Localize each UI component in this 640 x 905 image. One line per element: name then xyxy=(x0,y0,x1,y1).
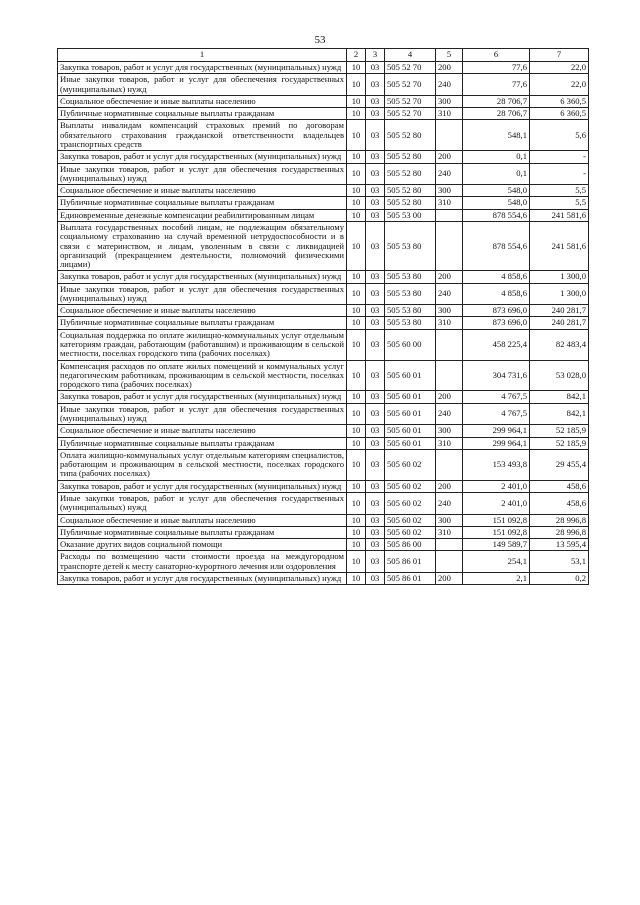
row-subsection-code: 03 xyxy=(366,271,385,283)
row-amount-period: 842,1 xyxy=(530,403,589,425)
row-subsection-code: 03 xyxy=(366,305,385,317)
row-expense-type-code: 240 xyxy=(436,74,463,96)
row-expense-type-code: 300 xyxy=(436,95,463,107)
row-subsection-code: 03 xyxy=(366,62,385,74)
table-row xyxy=(58,197,589,209)
row-target-code: 505 60 00 xyxy=(385,329,436,360)
row-expense-type-code: 200 xyxy=(436,151,463,163)
row-amount-year: 548,1 xyxy=(463,120,530,151)
row-amount-period: 458,6 xyxy=(530,480,589,492)
row-section-code: 10 xyxy=(347,151,366,163)
row-description: Выплаты инвалидам компенсаций страховых премий по договорам обязательного страхования гражданской ответственности владельцев транспортных средств xyxy=(58,120,347,151)
row-expense-type-code: 200 xyxy=(436,391,463,403)
row-amount-year: 28 706,7 xyxy=(463,108,530,120)
table-row xyxy=(58,425,589,437)
row-amount-period: 6 360,5 xyxy=(530,108,589,120)
row-section-code: 10 xyxy=(347,391,366,403)
table-row xyxy=(58,271,589,283)
row-description: Закупка товаров, работ и услуг для государственных (муниципальных) нужд xyxy=(58,572,347,584)
row-description: Социальное обеспечение и иные выплаты населению xyxy=(58,514,347,526)
row-expense-type-code: 300 xyxy=(436,185,463,197)
row-amount-period: 52 185,9 xyxy=(530,437,589,449)
row-subsection-code: 03 xyxy=(366,185,385,197)
row-subsection-code: 03 xyxy=(366,492,385,514)
row-amount-period: 52 185,9 xyxy=(530,425,589,437)
row-amount-period: 241 581,6 xyxy=(530,221,589,270)
row-amount-period: 13 595,4 xyxy=(530,539,589,551)
row-subsection-code: 03 xyxy=(366,391,385,403)
row-description: Социальное обеспечение и иные выплаты населению xyxy=(58,305,347,317)
table-row xyxy=(58,221,589,270)
column-header-2: 2 xyxy=(347,49,366,62)
row-amount-period: 6 360,5 xyxy=(530,95,589,107)
row-description: Закупка товаров, работ и услуг для государственных (муниципальных) нужд xyxy=(58,480,347,492)
row-description: Иные закупки товаров, работ и услуг для обеспечения государственных (муниципальных) нужд xyxy=(58,163,347,185)
column-header-6: 6 xyxy=(463,49,530,62)
row-amount-year: 2,1 xyxy=(463,572,530,584)
row-target-code: 505 52 80 xyxy=(385,197,436,209)
table-row xyxy=(58,514,589,526)
row-amount-year: 2 401,0 xyxy=(463,480,530,492)
row-expense-type-code xyxy=(436,360,463,391)
row-amount-period: 240 281,7 xyxy=(530,317,589,329)
table-row xyxy=(58,305,589,317)
row-subsection-code: 03 xyxy=(366,425,385,437)
row-target-code: 505 86 00 xyxy=(385,539,436,551)
row-section-code: 10 xyxy=(347,62,366,74)
row-description: Публичные нормативные социальные выплаты гражданам xyxy=(58,317,347,329)
row-subsection-code: 03 xyxy=(366,360,385,391)
row-amount-year: 548,0 xyxy=(463,185,530,197)
row-section-code: 10 xyxy=(347,197,366,209)
row-description: Закупка товаров, работ и услуг для государственных (муниципальных) нужд xyxy=(58,151,347,163)
row-expense-type-code: 200 xyxy=(436,271,463,283)
row-amount-year: 77,6 xyxy=(463,74,530,96)
row-amount-year: 0,1 xyxy=(463,163,530,185)
row-description: Оказание других видов социальной помощи xyxy=(58,539,347,551)
row-subsection-code: 03 xyxy=(366,551,385,573)
row-amount-period: 22,0 xyxy=(530,74,589,96)
table-row xyxy=(58,449,589,480)
row-amount-year: 4 858,6 xyxy=(463,283,530,305)
table-body xyxy=(58,62,589,585)
row-subsection-code: 03 xyxy=(366,151,385,163)
row-target-code: 505 53 00 xyxy=(385,209,436,221)
row-amount-year: 4 767,5 xyxy=(463,391,530,403)
row-subsection-code: 03 xyxy=(366,480,385,492)
row-section-code: 10 xyxy=(347,317,366,329)
row-description: Расходы по возмещению части стоимости проезда на междугородном транспорте детей к месту санаторно-курортного лечения или оздоровления xyxy=(58,551,347,573)
row-amount-year: 299 964,1 xyxy=(463,425,530,437)
row-target-code: 505 60 01 xyxy=(385,360,436,391)
row-amount-period: 5,5 xyxy=(530,197,589,209)
row-expense-type-code: 240 xyxy=(436,163,463,185)
row-amount-year: 873 696,0 xyxy=(463,305,530,317)
row-description: Закупка товаров, работ и услуг для государственных (муниципальных) нужд xyxy=(58,62,347,74)
row-amount-year: 299 964,1 xyxy=(463,437,530,449)
row-expense-type-code: 310 xyxy=(436,317,463,329)
table-row xyxy=(58,317,589,329)
row-expense-type-code xyxy=(436,551,463,573)
row-description: Закупка товаров, работ и услуг для государственных (муниципальных) нужд xyxy=(58,391,347,403)
column-header-3: 3 xyxy=(366,49,385,62)
row-description: Публичные нормативные социальные выплаты гражданам xyxy=(58,526,347,538)
row-subsection-code: 03 xyxy=(366,403,385,425)
row-amount-period: 0,2 xyxy=(530,572,589,584)
row-section-code: 10 xyxy=(347,74,366,96)
row-amount-period: - xyxy=(530,151,589,163)
row-amount-period: 1 300,0 xyxy=(530,271,589,283)
row-amount-period: 1 300,0 xyxy=(530,283,589,305)
row-section-code: 10 xyxy=(347,329,366,360)
row-subsection-code: 03 xyxy=(366,209,385,221)
row-section-code: 10 xyxy=(347,221,366,270)
row-subsection-code: 03 xyxy=(366,163,385,185)
row-expense-type-code: 200 xyxy=(436,62,463,74)
row-expense-type-code: 240 xyxy=(436,403,463,425)
column-header-1: 1 xyxy=(58,49,347,62)
table-row xyxy=(58,526,589,538)
row-section-code: 10 xyxy=(347,185,366,197)
row-description: Публичные нормативные социальные выплаты гражданам xyxy=(58,197,347,209)
row-section-code: 10 xyxy=(347,492,366,514)
row-amount-year: 0,1 xyxy=(463,151,530,163)
row-amount-period: - xyxy=(530,163,589,185)
row-amount-year: 878 554,6 xyxy=(463,209,530,221)
row-amount-period: 53,1 xyxy=(530,551,589,573)
row-amount-year: 4 858,6 xyxy=(463,271,530,283)
table-row xyxy=(58,62,589,74)
row-target-code: 505 53 80 xyxy=(385,305,436,317)
row-amount-period: 5,6 xyxy=(530,120,589,151)
row-target-code: 505 52 80 xyxy=(385,163,436,185)
row-target-code: 505 52 70 xyxy=(385,108,436,120)
row-target-code: 505 86 01 xyxy=(385,572,436,584)
row-description: Компенсация расходов по оплате жилых помещений и коммунальных услуг педагогическим работникам, проживающим в сельской местности, поселках городского типа (рабочих поселках) xyxy=(58,360,347,391)
table-row xyxy=(58,151,589,163)
row-target-code: 505 52 70 xyxy=(385,95,436,107)
row-section-code: 10 xyxy=(347,209,366,221)
row-section-code: 10 xyxy=(347,514,366,526)
row-target-code: 505 60 02 xyxy=(385,480,436,492)
row-amount-year: 548,0 xyxy=(463,197,530,209)
row-expense-type-code: 310 xyxy=(436,526,463,538)
row-target-code: 505 53 80 xyxy=(385,283,436,305)
row-description: Закупка товаров, работ и услуг для государственных (муниципальных) нужд xyxy=(58,271,347,283)
table-row xyxy=(58,185,589,197)
table-row xyxy=(58,163,589,185)
row-amount-period: 241 581,6 xyxy=(530,209,589,221)
row-expense-type-code: 310 xyxy=(436,197,463,209)
table-row xyxy=(58,437,589,449)
column-header-4: 4 xyxy=(385,49,436,62)
row-expense-type-code xyxy=(436,329,463,360)
row-expense-type-code xyxy=(436,209,463,221)
table-row xyxy=(58,551,589,573)
table-row xyxy=(58,492,589,514)
table-row xyxy=(58,108,589,120)
row-description: Выплата государственных пособий лицам, не подлежащим обязательному социальному страхованию на случай временной нетрудоспособности и в связи с материнством, и лицам, уволенным в связи с ликвидацией организаций (прекращением деятельности, полномочий физическими лицами) xyxy=(58,221,347,270)
row-amount-year: 77,6 xyxy=(463,62,530,74)
row-section-code: 10 xyxy=(347,526,366,538)
row-subsection-code: 03 xyxy=(366,120,385,151)
row-amount-period: 29 455,4 xyxy=(530,449,589,480)
row-expense-type-code: 240 xyxy=(436,492,463,514)
row-amount-period: 28 996,8 xyxy=(530,526,589,538)
row-subsection-code: 03 xyxy=(366,329,385,360)
row-amount-year: 151 092,8 xyxy=(463,526,530,538)
row-section-code: 10 xyxy=(347,551,366,573)
row-target-code: 505 53 80 xyxy=(385,221,436,270)
row-section-code: 10 xyxy=(347,271,366,283)
row-description: Иные закупки товаров, работ и услуг для обеспечения государственных (муниципальных) нужд xyxy=(58,74,347,96)
row-amount-period: 53 028,0 xyxy=(530,360,589,391)
row-amount-period: 458,6 xyxy=(530,492,589,514)
row-expense-type-code: 300 xyxy=(436,514,463,526)
table-row xyxy=(58,209,589,221)
row-amount-year: 151 092,8 xyxy=(463,514,530,526)
row-expense-type-code: 310 xyxy=(436,108,463,120)
row-subsection-code: 03 xyxy=(366,221,385,270)
row-section-code: 10 xyxy=(347,539,366,551)
row-section-code: 10 xyxy=(347,360,366,391)
page-number: 53 xyxy=(314,34,326,46)
row-subsection-code: 03 xyxy=(366,197,385,209)
row-target-code: 505 53 80 xyxy=(385,317,436,329)
row-section-code: 10 xyxy=(347,425,366,437)
row-expense-type-code: 300 xyxy=(436,305,463,317)
row-target-code: 505 52 80 xyxy=(385,151,436,163)
row-expense-type-code: 240 xyxy=(436,283,463,305)
table-row xyxy=(58,391,589,403)
row-section-code: 10 xyxy=(347,449,366,480)
column-header-5: 5 xyxy=(436,49,463,62)
row-amount-period: 22,0 xyxy=(530,62,589,74)
row-target-code: 505 60 01 xyxy=(385,403,436,425)
row-subsection-code: 03 xyxy=(366,283,385,305)
row-subsection-code: 03 xyxy=(366,526,385,538)
row-section-code: 10 xyxy=(347,120,366,151)
column-header-7: 7 xyxy=(530,49,589,62)
row-amount-year: 873 696,0 xyxy=(463,317,530,329)
table-row xyxy=(58,329,589,360)
row-amount-period: 240 281,7 xyxy=(530,305,589,317)
row-section-code: 10 xyxy=(347,403,366,425)
row-expense-type-code: 200 xyxy=(436,480,463,492)
table-row xyxy=(58,74,589,96)
table-row xyxy=(58,572,589,584)
row-section-code: 10 xyxy=(347,95,366,107)
table-row xyxy=(58,120,589,151)
row-target-code: 505 60 01 xyxy=(385,391,436,403)
table-header-row xyxy=(58,49,589,62)
row-description: Социальное обеспечение и иные выплаты населению xyxy=(58,185,347,197)
row-target-code: 505 60 02 xyxy=(385,526,436,538)
row-description: Оплата жилищно-коммунальных услуг отдельным категориям специалистов, работающим и проживающим в сельской местности, поселках городского типа (рабочих поселках) xyxy=(58,449,347,480)
row-subsection-code: 03 xyxy=(366,539,385,551)
row-amount-period: 5,5 xyxy=(530,185,589,197)
table-row xyxy=(58,283,589,305)
budget-table xyxy=(57,48,589,585)
row-subsection-code: 03 xyxy=(366,449,385,480)
row-target-code: 505 52 80 xyxy=(385,120,436,151)
row-description: Иные закупки товаров, работ и услуг для обеспечения государственных (муниципальных) нужд xyxy=(58,403,347,425)
row-description: Иные закупки товаров, работ и услуг для обеспечения государственных (муниципальных) нужд xyxy=(58,283,347,305)
row-target-code: 505 52 70 xyxy=(385,74,436,96)
row-expense-type-code xyxy=(436,449,463,480)
row-target-code: 505 60 02 xyxy=(385,492,436,514)
row-section-code: 10 xyxy=(347,480,366,492)
row-amount-period: 82 483,4 xyxy=(530,329,589,360)
row-amount-year: 149 589,7 xyxy=(463,539,530,551)
row-amount-year: 4 767,5 xyxy=(463,403,530,425)
row-subsection-code: 03 xyxy=(366,514,385,526)
row-target-code: 505 60 01 xyxy=(385,437,436,449)
row-expense-type-code: 300 xyxy=(436,425,463,437)
row-subsection-code: 03 xyxy=(366,317,385,329)
row-target-code: 505 53 80 xyxy=(385,271,436,283)
row-section-code: 10 xyxy=(347,572,366,584)
row-description: Социальная поддержка по оплате жилищно-коммунальных услуг отдельным категориям граждан, работающим (работавшим) и проживающим в сельской местности, поселках городского типа (рабочих поселках) xyxy=(58,329,347,360)
row-section-code: 10 xyxy=(347,108,366,120)
row-description: Публичные нормативные социальные выплаты гражданам xyxy=(58,108,347,120)
row-subsection-code: 03 xyxy=(366,74,385,96)
row-subsection-code: 03 xyxy=(366,108,385,120)
row-description: Социальное обеспечение и иные выплаты населению xyxy=(58,95,347,107)
row-section-code: 10 xyxy=(347,437,366,449)
row-target-code: 505 52 70 xyxy=(385,62,436,74)
row-amount-year: 28 706,7 xyxy=(463,95,530,107)
row-amount-year: 153 493,8 xyxy=(463,449,530,480)
row-amount-year: 304 731,6 xyxy=(463,360,530,391)
row-target-code: 505 60 01 xyxy=(385,425,436,437)
row-amount-year: 458 225,4 xyxy=(463,329,530,360)
row-description: Иные закупки товаров, работ и услуг для обеспечения государственных (муниципальных) нужд xyxy=(58,492,347,514)
row-target-code: 505 52 80 xyxy=(385,185,436,197)
row-description: Социальное обеспечение и иные выплаты населению xyxy=(58,425,347,437)
row-amount-year: 254,1 xyxy=(463,551,530,573)
row-target-code: 505 60 02 xyxy=(385,514,436,526)
row-target-code: 505 86 01 xyxy=(385,551,436,573)
row-expense-type-code: 200 xyxy=(436,572,463,584)
row-section-code: 10 xyxy=(347,163,366,185)
row-expense-type-code: 310 xyxy=(436,437,463,449)
table-row xyxy=(58,403,589,425)
row-target-code: 505 60 02 xyxy=(385,449,436,480)
row-amount-year: 878 554,6 xyxy=(463,221,530,270)
row-expense-type-code xyxy=(436,221,463,270)
table-row xyxy=(58,95,589,107)
row-section-code: 10 xyxy=(347,305,366,317)
row-amount-period: 842,1 xyxy=(530,391,589,403)
row-description: Единовременные денежные компенсации реабилитированным лицам xyxy=(58,209,347,221)
row-amount-period: 28 996,8 xyxy=(530,514,589,526)
table-row xyxy=(58,480,589,492)
row-description: Публичные нормативные социальные выплаты гражданам xyxy=(58,437,347,449)
row-expense-type-code xyxy=(436,539,463,551)
table-row xyxy=(58,360,589,391)
table-row xyxy=(58,539,589,551)
row-subsection-code: 03 xyxy=(366,95,385,107)
row-subsection-code: 03 xyxy=(366,572,385,584)
row-section-code: 10 xyxy=(347,283,366,305)
row-amount-year: 2 401,0 xyxy=(463,492,530,514)
row-subsection-code: 03 xyxy=(366,437,385,449)
row-expense-type-code xyxy=(436,120,463,151)
